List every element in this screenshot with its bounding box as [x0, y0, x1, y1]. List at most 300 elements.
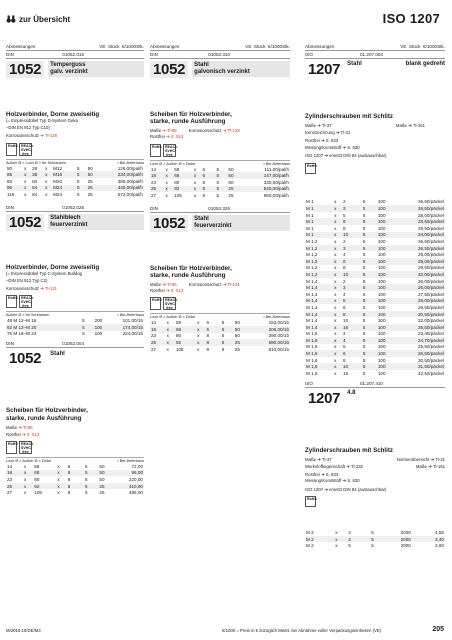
table-cell: 75 M 16–M 24	[7, 331, 37, 337]
product-card[interactable]: 1052 Stahl feuerverzinkt	[150, 215, 290, 232]
table-cell: x	[57, 476, 60, 482]
table-cell: 126,00/pal/h	[117, 165, 143, 171]
table-cell: 100	[366, 337, 386, 344]
table-cell: 3	[342, 284, 357, 291]
table-cell: x	[193, 192, 197, 198]
table-row[interactable]	[150, 319, 290, 326]
table-cell: 100	[366, 363, 386, 370]
table-cell: 5	[362, 304, 366, 310]
table-cell: 30,50/päckel	[387, 311, 445, 318]
table-cell: 80	[34, 476, 40, 482]
product-title: Holzverbinder, Dorne zweiseitig	[6, 111, 100, 118]
table-cell: M 1,4	[306, 278, 318, 284]
table-cell: 385,00/pal/h	[117, 178, 143, 184]
table-cell: 5	[216, 179, 220, 185]
table-cell: 100	[366, 271, 386, 278]
table-cell: 5	[362, 291, 366, 297]
table-cell: x	[166, 320, 169, 326]
table-cell: 2	[343, 238, 346, 244]
table-cell: 28,50/päckel	[387, 218, 445, 225]
table-cell: M 1,2	[305, 258, 333, 265]
table-cell: M 1,6	[306, 357, 318, 363]
table-cell: 8	[343, 225, 346, 231]
table-cell: x	[24, 463, 27, 469]
table-cell: M 1,4	[305, 324, 333, 331]
table-cell: 200	[94, 318, 103, 324]
table-cell: 5	[216, 192, 220, 198]
rohs-icon: RoHS	[6, 295, 17, 308]
table-cell: 5	[216, 166, 220, 172]
table-cell: 100	[377, 331, 386, 337]
table-row[interactable]	[6, 165, 144, 172]
table-row[interactable]	[6, 483, 144, 490]
table-cell: M 1,2	[305, 271, 333, 278]
ref-link[interactable]: ➔ Tl-85	[18, 425, 33, 431]
table-row[interactable]	[305, 265, 445, 272]
table-cell: 100	[377, 304, 386, 310]
product-card[interactable]: 1052 Stahl	[9, 350, 65, 368]
table-cell: 5	[221, 320, 225, 326]
table-cell: 6	[343, 304, 346, 310]
table-cell: 68	[175, 326, 196, 333]
table-cell: 5	[357, 337, 367, 344]
table-cell: 25	[228, 192, 234, 198]
product-card[interactable]	[6, 61, 144, 78]
table-row[interactable]	[305, 284, 445, 291]
table-row[interactable]	[150, 179, 290, 186]
table-cell: 27	[151, 192, 157, 198]
rohs-icon: RoHS	[6, 441, 17, 454]
footer-price-note: €/1000 = Preis in € zuzüglich MwSt. bei Abnahme voller Verpackungseinheiten (VE)	[222, 628, 382, 633]
table-cell: 26,50/päckel	[387, 350, 445, 357]
table-cell: 100	[377, 265, 386, 271]
table-cell: 8	[343, 265, 346, 271]
table-cell: M 1,4	[306, 304, 318, 310]
table-cell: x	[23, 483, 33, 490]
table-cell: 8	[67, 476, 71, 482]
table-cell: x	[24, 490, 27, 496]
table-cell: 34,00/päckel	[387, 232, 445, 239]
ref-link[interactable]: ➔ Tl-85	[162, 281, 177, 287]
table-cell: x	[23, 185, 31, 192]
table-row[interactable]	[305, 357, 445, 364]
table-cell: 100	[366, 311, 386, 318]
table-row[interactable]	[150, 346, 290, 353]
table-cell: M 1	[306, 225, 314, 231]
table-cell: 8	[205, 339, 215, 346]
table-cell: M 1	[305, 218, 333, 225]
table-cell: 25	[99, 490, 105, 496]
table-row[interactable]	[305, 271, 445, 278]
table-cell: 5	[215, 339, 225, 346]
table-cell: 62 M 12–M 20	[6, 324, 63, 331]
table-cell: 10	[343, 318, 349, 324]
table-cell: M 2	[306, 530, 314, 536]
product-norm-row: DIN 01052.004	[6, 340, 144, 348]
product-card[interactable]: 1052 Stahl galvonisch verzinkt	[150, 61, 290, 78]
table-cell: 330,00/pal/h	[263, 179, 289, 185]
table-row[interactable]	[150, 166, 290, 173]
table-cell: 5	[77, 165, 80, 171]
table-cell: 6	[202, 172, 211, 179]
table-cell: 5	[84, 476, 88, 482]
table-row[interactable]	[6, 476, 144, 483]
table-cell: x	[334, 278, 337, 284]
table-row[interactable]	[305, 542, 445, 549]
table-cell: M 1,4	[305, 298, 333, 305]
rohs-icon: RoHS	[305, 496, 316, 507]
table-row[interactable]	[6, 191, 144, 198]
table-row[interactable]	[305, 324, 445, 331]
table-cell: x	[335, 530, 338, 536]
table-cell: 5	[357, 258, 367, 265]
table-cell: 25	[89, 483, 106, 490]
table-cell: M 1,4	[305, 311, 333, 318]
table-cell: 8	[206, 333, 209, 339]
table-cell: M 2	[305, 536, 334, 543]
price-table	[305, 529, 445, 549]
table-cell: 100	[377, 278, 386, 284]
table-cell: 29,50/päckel	[417, 304, 444, 310]
table-row[interactable]	[150, 172, 290, 179]
table-row[interactable]	[305, 344, 445, 351]
table-cell: x	[333, 258, 342, 265]
table-cell: 25	[87, 178, 93, 184]
table-row[interactable]	[305, 232, 445, 239]
table-row[interactable]	[6, 463, 144, 470]
table-cell: 48 M 12–M 16	[7, 318, 37, 324]
table-cell: 105	[34, 490, 42, 496]
product-card[interactable]: 1207 4.8	[308, 389, 356, 407]
table-cell: x	[44, 185, 52, 192]
table-cell: x	[197, 333, 200, 339]
table-cell: 2000	[400, 543, 411, 549]
table-cell: 3	[342, 245, 357, 252]
table-cell: 28,00/päckel	[387, 298, 445, 305]
table-cell: 58	[175, 320, 182, 326]
table-cell: x	[334, 225, 337, 231]
table-cell: 5	[82, 331, 85, 337]
table-cell: 5	[362, 331, 366, 337]
table-cell: x	[164, 186, 173, 193]
table-cell: 80	[175, 333, 182, 339]
table-cell: 5	[82, 318, 85, 324]
table-cell: 5	[357, 324, 367, 331]
table-cell: x	[45, 191, 48, 197]
table-cell: x	[23, 470, 33, 477]
table-row[interactable]	[6, 324, 144, 331]
price-table	[305, 199, 445, 377]
column-3: Abmessungen VE Stück €/1000Stk. ISO 01.207.004 1207 Stahl blank gedreht Zylinderschrauben mit Schlitz Maße ➔ Tl-37 Maße ➔ Tl-161 Kennzeichnung ➔ Tl-31 Rostfrei ➔ S. 533 Messing/Kunststoff ➔ S. 630 ISO 1207 ➔ ersetzt DIN 84 (austauschbar) RoHS M 1 x 2 5 100 26,50/päckel M 1 x 3 5 100 26,50/päckel M 1 x 5 5 100 28,00/päckel M 1 x 6 5 100 28,50/päckel M 1 x 8 5 100 29,50/päckel M 1 x 10 5 100 34,00/päckel M 1,2 x 2 5 100 26,50/päckel M 1,2 x 3 5 100 26,50/päckel M 1,2 x 4 5 100 29,00/päckel M 1,2 x 6 5 100 29,00/päckel M 1,2 x 8 5 100 29,50/päckel M 1,2 x 10 5 100 32,00/päckel M 1,4 x 2 5 100 26,00/päckel M 1,4 x 3 5 100 26,00/päckel M 1,4 x 4 5 100 27,50/päckel M 1,4 x 5 5 100 28,00/päckel M 1,4 x 6 5 100 29,50/päckel M 1,4 x 8 5 100 30,50/päckel M 1,4 x 10 5 100 32,00/päckel M 1,4 x 16 5 100 39,50/päckel M 1,6 x 3 5 100 23,40/päckel M 1,6 x 4 5 100 24,70/päckel M 1,6 x 5 5 100 25,50/päckel M 1,6 x 6 5 100 26,50/päckel M 1,6 x 8 5 100 30,50/päckel M 1,6 x 10 5 100 31,50/päckel M 1,6 x 16 5 100 42,50/päckel ISO 01.207.410 1207 4.8 Zylinderschrauben mit Schlitz Maße ➔ Tl-37 Normenübersicht ➔ Tl-31 Werkstoffeigenschaft ➔ Tl-232 Maße ➔ Tl-161 Rostfrei ➔ S. 533 Messing/Kunststoff ➔ S. 630 ISO 1207 ➔ ersetzt DIN 84 (austauschbar) RoHS M 2 x 3 5 2000 4,55 M 2 x 4 5 2000 3,40 M 2 x 5 5 2000 3,60	[305, 44, 445, 549]
table-cell: 410,00	[106, 483, 144, 490]
table-cell: 5	[357, 245, 367, 252]
table-row[interactable]	[305, 311, 445, 318]
table-row[interactable]	[305, 238, 445, 245]
table-cell: 2	[343, 278, 346, 284]
table-cell: x	[334, 370, 337, 376]
table-cell: 92	[33, 483, 56, 490]
table-cell: 5	[77, 324, 85, 331]
table-cell: 174,00/1b	[103, 324, 144, 331]
table-cell: 10	[342, 363, 357, 370]
reach-icon: REACh SVHC free	[165, 298, 178, 311]
table-row[interactable]	[150, 339, 290, 346]
table-cell: 5	[343, 344, 346, 350]
table-cell: M 1,2	[306, 265, 318, 271]
table-cell: x	[334, 291, 337, 297]
table-cell: 5	[77, 191, 80, 197]
table-row[interactable]	[305, 363, 445, 370]
footer-code: M/2019.10/DE/M3	[6, 628, 41, 633]
table-cell: x	[45, 178, 48, 184]
table-cell: 4	[343, 252, 346, 258]
ref-link[interactable]: ➔ Tl-128	[222, 127, 240, 133]
table-cell: 100	[377, 199, 386, 205]
product-block-c: Scheiben für Holzverbinder, starke, runde Ausführung Maße ➔ Tl-85 Rostfrei ➔ S. 513 RoHS REACh SVHC free Loch Ø × Außen Ø × Dicke • Bei-/lieferhaus 14 x 58 x 6 5 50 72,00 18 x 68 x 6 5 50 96,00 23 x 80 x 8 5 50 220,00 25 x 92 x 8 5 25 410,00 27 x 105 x 8 5 25 485,00	[6, 407, 144, 496]
table-cell: 5	[362, 212, 366, 218]
table-row[interactable]	[305, 225, 445, 232]
table-cell: 5	[357, 218, 367, 225]
ref-link[interactable]: ➔ S. 513	[22, 431, 40, 437]
ref-link[interactable]: ➔ Tl-128	[40, 133, 58, 139]
reach-icon: REACh SVHC free	[21, 143, 34, 156]
table-row[interactable]	[6, 171, 144, 178]
table-cell: 100	[366, 205, 386, 212]
table-cell: 25	[220, 186, 234, 193]
table-cell: 5	[362, 318, 366, 324]
table-cell: x	[56, 470, 66, 477]
table-cell: 5	[72, 185, 80, 192]
table-row[interactable]	[6, 470, 144, 477]
table-row[interactable]	[305, 278, 445, 285]
table-cell: 5	[211, 172, 220, 179]
table-row[interactable]	[305, 536, 445, 543]
table-row[interactable]	[305, 350, 445, 357]
table-cell: 100	[366, 258, 386, 265]
product-block-b: Holzverbinder, Dorne zweiseitig (= Einpressdübel Typ C-System Bulldog –DIN EN 912 Typ C2) Korrosionsschutz ➔ Tl-131 RoHS REACh SVHC free Außen Ø × für Schrauben • Bei-/lieferhaus 48 M 12–M 16 5 200 101,00/1b 62 M 12–M 20 5 100 174,00/1b 75 M 16–M 24 5 100 224,00/1b	[6, 263, 144, 337]
table-cell: 3,40	[412, 536, 445, 543]
back-to-overview-link[interactable]	[6, 14, 70, 24]
table-cell: 50	[234, 333, 240, 339]
table-cell: x	[56, 483, 66, 490]
table-cell: 6	[342, 218, 357, 225]
table-cell: 572,00/pal/h	[117, 191, 143, 197]
table-cell: 68	[173, 172, 193, 179]
table-cell: x	[197, 320, 200, 326]
table-cell: M24	[53, 191, 63, 197]
table-row[interactable]	[305, 245, 445, 252]
rohs-icon: RoHS	[150, 297, 161, 310]
price-table	[6, 165, 144, 198]
table-cell: 23,40/päckel	[417, 331, 444, 337]
binoculars-icon	[6, 14, 16, 24]
table-cell: x	[333, 298, 342, 305]
table-cell: 5	[78, 470, 89, 477]
ref-link[interactable]: ➔ Tl-131	[222, 281, 240, 287]
table-cell: 5	[221, 333, 225, 339]
table-cell: 8	[202, 186, 211, 193]
table-row[interactable]	[305, 317, 445, 324]
table-cell: 26,00/päckel	[387, 284, 445, 291]
table-cell: x	[334, 238, 337, 244]
table-cell: 100	[377, 344, 386, 350]
table-cell: 5	[84, 490, 88, 496]
table-cell: 29,50/päckel	[417, 225, 444, 231]
table-cell: 5	[362, 278, 366, 284]
table-cell: 3	[348, 530, 351, 536]
table-cell: 8	[202, 179, 206, 185]
table-cell: 100	[377, 370, 386, 376]
table-cell: 50	[99, 463, 105, 469]
table-cell: x	[333, 205, 342, 212]
table-cell: 14	[7, 463, 13, 469]
table-row[interactable]	[6, 178, 144, 185]
table-row[interactable]	[305, 251, 445, 258]
table-cell: 3	[342, 205, 357, 212]
table-cell: 92	[173, 186, 193, 193]
table-cell: x	[333, 232, 342, 239]
table-cell: x	[335, 543, 338, 549]
table-cell: 96,00	[106, 470, 144, 477]
table-cell: 68	[33, 470, 56, 477]
page-number: 205	[432, 626, 444, 633]
table-cell: 5	[371, 530, 374, 536]
table-row[interactable]	[6, 489, 144, 496]
table-cell: x	[165, 192, 168, 198]
column-2: Abmessungen VE Stück €/1000Stk. DIN 01052.310 1052 Stahl galvonisch verzinkt Scheiben für Holzverbinder, starke, runde Ausführung Maße ➔ Tl-85 Korrosionsschutz ➔ Tl-128 Rostfrei ➔ S. 513 RoHS REACh SVHC free Loch Ø × Außen Ø × Dicke • Bei-/lieferhaus 14 x 58 x 6 5 50 111,00/pal/h 18 x 68 x 6 5 50 147,00/pal/h 23 x 80 x 8 5 50 330,00/pal/h 25 x 92 x 8 5 25 540,00/pal/h 27 x 105 x 8 5 25 650,00/pal/h DIN 01052.326 1052 Stahl feuerverzinkt Scheiben für Holzverbinder, starke, runde Ausführung Maße ➔ Tl-85 Korrosionsschutz ➔ Tl-131 Rostfrei ➔ S. 513 RoHS REACh SVHC free Loch Ø × Außen Ø × Dicke • Bei-/lieferhaus 14 x 58 x 6 5 50 153,00/1b 18 x 68 x 6 5 50 206,00/1b 23 x 80 x 8 5 50 390,00/1b 25 x 92 x 8 5 25 590,00/1b 27 x 105 x 8 5 25 810,00/1b	[150, 44, 290, 352]
table-cell: 25	[150, 186, 164, 193]
table-cell: 5	[362, 252, 366, 258]
table-cell: x	[334, 265, 337, 271]
table-cell: x	[333, 350, 342, 357]
table-cell: 105	[174, 192, 182, 198]
product-card[interactable]: 1052 Stahlblech feuerverzinkt	[6, 214, 144, 231]
table-cell: 3,60	[435, 543, 444, 549]
table-cell: M 1,6	[305, 363, 333, 370]
table-cell: 25	[81, 185, 94, 192]
table-cell: 35	[31, 171, 44, 178]
table-cell: 5	[362, 225, 366, 231]
table-cell: 27,50/päckel	[417, 291, 444, 297]
table-cell: 5	[343, 212, 346, 218]
table-cell: 810,00/1b	[268, 346, 289, 352]
table-cell: 2	[343, 199, 346, 205]
price-table	[150, 166, 290, 199]
table-row[interactable]	[305, 304, 445, 311]
table-row[interactable]	[305, 337, 445, 344]
table-cell: x	[196, 339, 205, 346]
table-cell: 65	[6, 171, 23, 178]
table-cell: 18	[150, 172, 164, 179]
table-cell: x	[57, 463, 60, 469]
table-cell: 25	[225, 339, 241, 346]
table-cell: 23	[7, 476, 13, 482]
table-cell: x	[166, 326, 175, 333]
table-cell: 5	[348, 543, 351, 549]
table-row[interactable]	[305, 205, 445, 212]
table-cell: x	[334, 331, 337, 337]
table-row[interactable]	[6, 317, 144, 324]
table-row[interactable]	[6, 331, 144, 338]
ref-link[interactable]: ➔ S. 513	[166, 134, 184, 140]
product-desc: (= Einpressdübel Typ D-System Geka –DIN EN 912 Typ C10)	[6, 118, 78, 130]
table-cell: M 1	[305, 205, 333, 212]
table-cell: 100	[377, 291, 386, 297]
product-card[interactable]: 1207 Stahl blank gedreht	[308, 61, 445, 78]
table-row[interactable]	[6, 185, 144, 192]
product-block-a: Holzverbinder, Dorne zweiseitig (= Einpressdübel Typ D-System Geka –DIN EN 912 Typ C10) Korrosionsschutz ➔ Tl-128 RoHS REACh SVHC free Außen Ø × Loch Ø × für Schrauben • Bei-/lieferhaus 50 x 29 x M12 5 50 126,00/pal/h 65 x 35 x M16 5 50 234,00/pal/h 80 x 50 x M20 5 25 385,00/pal/h 95 x 64 x M24 5 25 445,00/pal/h 115 x 84 x M24 5 25 572,00/pal/h	[6, 111, 144, 197]
table-cell: 16	[342, 324, 357, 331]
table-cell: M 1,6	[305, 350, 333, 357]
table-cell: 485,00	[128, 490, 143, 496]
product-norm-row: DIN 01052.025	[6, 204, 144, 212]
table-cell: 5	[215, 326, 225, 333]
table-row[interactable]	[305, 529, 445, 536]
table-cell: 14	[151, 166, 157, 172]
table-cell: 115	[7, 191, 15, 197]
ref-link[interactable]: ➔ Tl-131	[40, 286, 58, 292]
table-cell: 42,50/päckel	[417, 370, 444, 376]
table-row[interactable]	[305, 258, 445, 265]
ref-link[interactable]: ➔ S. 513	[166, 288, 184, 294]
table-cell: 50	[225, 326, 241, 333]
table-cell: 80	[174, 179, 180, 185]
table-cell: x	[334, 344, 337, 350]
table-row[interactable]	[305, 212, 445, 219]
table-cell: x	[333, 311, 342, 318]
table-cell: 26,50/päckel	[387, 205, 445, 212]
table-row[interactable]	[150, 192, 290, 199]
table-row[interactable]	[305, 370, 445, 377]
table-cell: x	[45, 165, 48, 171]
table-cell: 25,50/päckel	[417, 344, 444, 350]
table-cell: 6	[206, 320, 209, 326]
table-row[interactable]	[150, 326, 290, 333]
table-cell: 100	[377, 318, 386, 324]
table-row[interactable]	[305, 218, 445, 225]
table-row[interactable]	[150, 186, 290, 193]
table-cell: 23	[151, 179, 157, 185]
table-cell: 590,00/1b	[241, 339, 290, 346]
price-table	[150, 319, 290, 352]
table-row[interactable]	[305, 291, 445, 298]
table-cell: M 1,6	[306, 370, 318, 376]
table-cell: 24,70/päckel	[387, 337, 445, 344]
table-cell: 100	[366, 284, 386, 291]
product-block-b: Scheiben für Holzverbinder, starke, runde Ausführung Maße ➔ Tl-85 Korrosionsschutz ➔ Tl-131 Rostfrei ➔ S. 513 RoHS REACh SVHC free Loch Ø × Außen Ø × Dicke • Bei-/lieferhaus 14 x 58 x 6 5 50 153,00/1b 18 x 68 x 6 5 50 206,00/1b 23 x 80 x 8 5 50 390,00/1b 25 x 92 x 8 5 25 590,00/1b 27 x 105 x 8 5 25 810,00/1b	[150, 264, 290, 352]
table-cell: x	[165, 179, 168, 185]
price-table	[6, 317, 144, 337]
table-row[interactable]	[305, 331, 445, 338]
table-row[interactable]	[150, 333, 290, 340]
table-cell: 5	[78, 483, 89, 490]
table-row[interactable]	[305, 199, 445, 206]
table-row[interactable]	[305, 298, 445, 305]
table-cell: M 1,6	[306, 344, 318, 350]
table-cell: 8	[67, 490, 71, 496]
table-cell: x	[193, 172, 202, 179]
ref-link[interactable]: ➔ Tl-85	[162, 127, 177, 133]
table-cell: 100	[377, 225, 386, 231]
table-cell: 100	[94, 331, 103, 337]
table-cell: 5	[362, 199, 366, 205]
reach-icon: REACh SVHC free	[21, 442, 34, 454]
table-cell: M20	[53, 178, 63, 184]
table-cell: 540,00/pal/h	[235, 186, 290, 193]
table-cell: x	[193, 186, 202, 193]
table-cell: 50	[228, 179, 234, 185]
table-cell: 5	[84, 463, 88, 469]
